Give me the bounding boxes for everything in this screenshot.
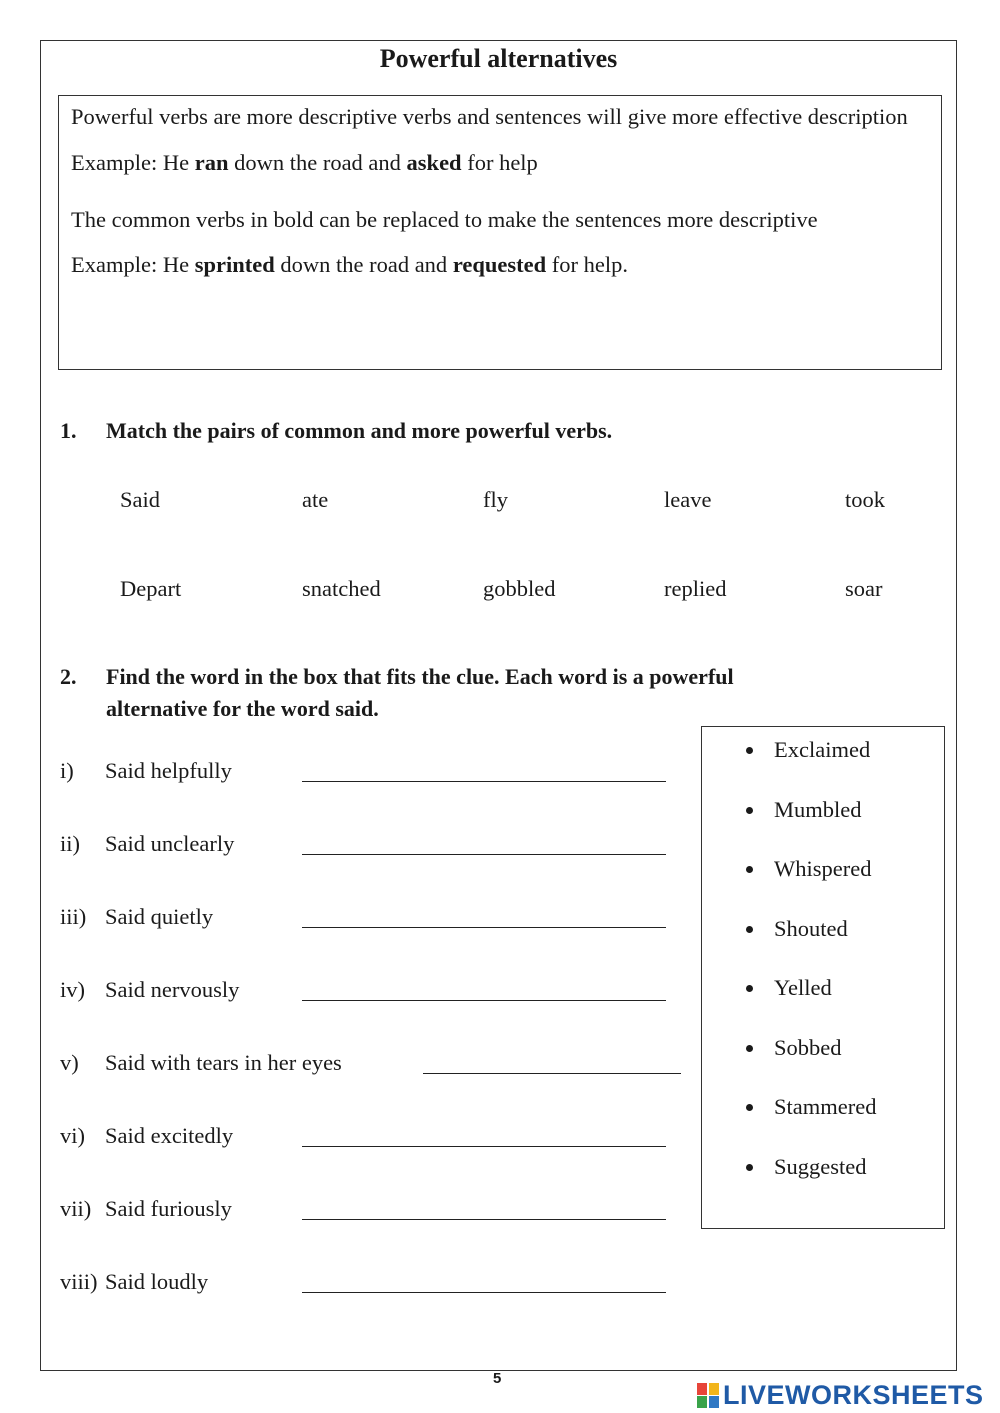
clue-text: Said with tears in her eyes xyxy=(105,1050,342,1075)
powerful-verb-sprinted: sprinted xyxy=(194,252,275,277)
verb-common[interactable]: ate xyxy=(302,487,329,512)
verb-powerful[interactable]: snatched xyxy=(302,576,381,601)
clue-number: ii) xyxy=(60,831,80,856)
verb-powerful[interactable]: Depart xyxy=(120,576,182,601)
verb-common[interactable]: fly xyxy=(483,487,508,512)
verb-common[interactable]: Said xyxy=(120,487,161,512)
answer-blank[interactable] xyxy=(302,1219,666,1220)
verb-powerful[interactable]: gobbled xyxy=(483,576,556,601)
bullet-icon xyxy=(746,926,753,933)
page-title: Powerful alternatives xyxy=(379,44,618,73)
clue-text: Said quietly xyxy=(105,904,214,929)
question-1-number: 1. xyxy=(60,418,77,443)
intro-box xyxy=(58,95,942,370)
clue-number: iv) xyxy=(60,977,85,1002)
common-verb-ran: ran xyxy=(194,150,229,175)
verb-powerful[interactable]: soar xyxy=(845,576,883,601)
clue-number: iii) xyxy=(60,904,87,929)
powerful-verb-requested: requested xyxy=(452,252,547,277)
answer-blank[interactable] xyxy=(302,927,666,928)
clue-text: Said helpfully xyxy=(105,758,232,783)
bullet-icon xyxy=(746,985,753,992)
bullet-icon xyxy=(746,1164,753,1171)
question-2-text: Find the word in the box that fits the clue. Each word is a powerful alternative for the word said. xyxy=(106,664,734,721)
common-verb-asked: asked xyxy=(406,150,462,175)
answer-blank[interactable] xyxy=(302,781,666,782)
clue-number: vii) xyxy=(60,1196,92,1221)
clue-text: Said furiously xyxy=(105,1196,232,1221)
clue-text: Said unclearly xyxy=(105,831,235,856)
intro-example-1: Example: He ran down the road and asked for help xyxy=(71,150,538,175)
liveworksheets-logo-icon xyxy=(697,1381,721,1409)
clue-number: v) xyxy=(60,1050,79,1075)
intro-explanation: The common verbs in bold can be replaced to make the sentences more descriptive xyxy=(71,207,818,232)
intro-example-2: Example: He sprinted down the road and requested for help. xyxy=(71,252,629,277)
question-1-text: Match the pairs of common and more powerful verbs. xyxy=(106,418,613,443)
verb-common[interactable]: took xyxy=(845,487,886,512)
bullet-icon xyxy=(746,1104,753,1111)
clue-text: Said excitedly xyxy=(105,1123,234,1148)
verb-common[interactable]: leave xyxy=(664,487,712,512)
answer-blank[interactable] xyxy=(423,1073,681,1074)
answer-blank[interactable] xyxy=(302,1000,666,1001)
bullet-icon xyxy=(746,807,753,814)
word-box: Exclaimed Mumbled Whispered Shouted Yelled Sobbed Stammered Suggested xyxy=(701,726,945,1229)
question-2-number: 2. xyxy=(60,664,77,689)
clue-text: Said nervously xyxy=(105,977,240,1002)
answer-blank[interactable] xyxy=(302,1292,666,1293)
bullet-icon xyxy=(746,747,753,754)
intro-definition: Powerful verbs are more descriptive verbs and sentences will give more effective description xyxy=(71,104,908,129)
answer-blank[interactable] xyxy=(302,1146,666,1147)
clue-number: viii) xyxy=(60,1269,98,1294)
clue-number: i) xyxy=(60,758,74,783)
verb-powerful[interactable]: replied xyxy=(664,576,727,601)
brand-logo[interactable] xyxy=(697,1378,984,1412)
page-number: 5 xyxy=(493,1370,502,1387)
answer-blank[interactable] xyxy=(302,854,666,855)
bullet-icon xyxy=(746,866,753,873)
brand-name: LIVEWORKSHEETS xyxy=(723,1379,984,1410)
bullet-icon xyxy=(746,1045,753,1052)
clue-text: Said loudly xyxy=(105,1269,209,1294)
clue-number: vi) xyxy=(60,1123,85,1148)
